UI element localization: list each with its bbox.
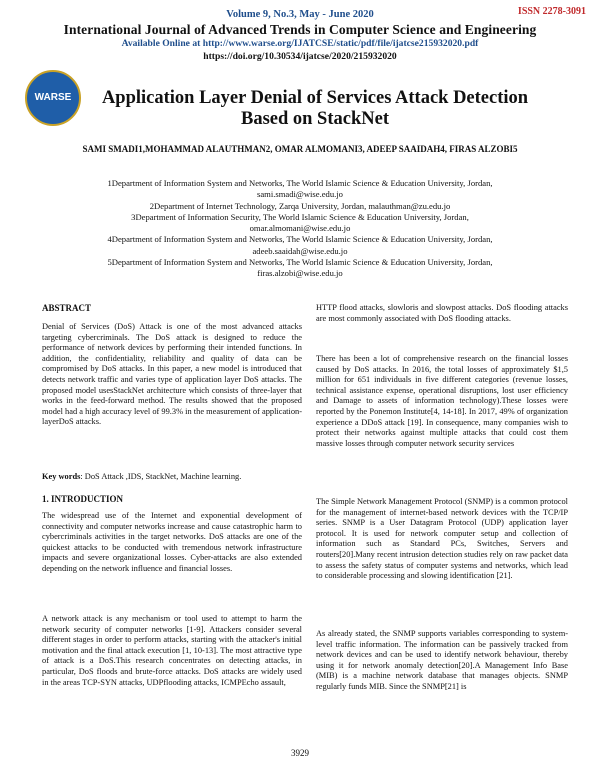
affiliation-4: 4Department of Information System and Networks, The World Islamic Science & Education University, Jordan, adeeb.saaidah@wise.edu.jo xyxy=(107,234,493,256)
abstract-text: Denial of Services (DoS) Attack is one of the most advanced attacks targeting cybercriminals. The DoS attack is designed to reduce the performance of network devices by performing their intended functions. In addition, the confidentiality, reliability and quality of data can be compromised by DoS attacks. In this paper, a new model is introduced that detects network traffic and varies type of application layer DoS attacks. The proposed model usesStackNet architecture which consists of three-layer that works in the feed-forward method. The results showed that the proposed model had a high accuracy level of 99.3% in the measurement of application-layerDoS attacks. xyxy=(42,322,302,427)
right-paragraph-2: There has been a lot of comprehensive research on the financial losses caused by DoS attacks. In 2016, the total losses of approximately $1,5 million for 651 individuals in five different categories (revenue losses, technical assistance expense, operational disruptions, lost user efficiency and Damage to assets of information technology).These losses were reported by the Ponemon Institute[4, 14-18]. In 2017, 49% of organization experience a DDoS attack [19]. In consequence, many companies wish to protect their networks against multiple attacks that could cost them massive losses through computer network security services xyxy=(316,354,568,448)
affiliation-3: 3Department of Information Security, The World Islamic Science & Education University, Jordan, omar.almomani@wise.edu.jo xyxy=(131,211,469,234)
issn-label: ISSN 2278-3091 xyxy=(517,6,586,17)
logo-text: WARSE xyxy=(34,92,72,103)
affiliation-1: 1Department of Information System and Networks, The World Islamic Science & Education University, Jordan, sami.smadi@wise.edu.jo xyxy=(107,178,493,200)
intro-paragraph-2: A network attack is any mechanism or tool used to attempt to harm the network security of computer networks [1-9]. Attackers consider several different stages in order to perform attacks, starting with the attacker's initial motivation and the final attack execution [1, 10-13]. The most attractive type of attack is a DoS.This research concentrates on detecting attacks, in particular, DoS floods and brute-force attacks. DoS attacks are widely used in the areas TCP-SYN attacks, UDPflooding attacks, ICMPEcho assault, xyxy=(42,614,302,687)
introduction-heading: 1. INTRODUCTION xyxy=(42,494,124,504)
keywords-text: : DoS Attack ,IDS, StackNet, Machine learning. xyxy=(80,472,242,481)
right-paragraph-3: The Simple Network Management Protocol (SNMP) is a common protocol for the management of internet-based network devices with the TCP/IP series. SNMP is a User Datagram Protocol (UDP) application layer protocol. It is used for network computer setup and collection of information such as Standard PCs, Switches, Servers and routers[20].Many recent intrusion detection studies rely on raw packet data to assess the safety status of computer systems and networks, which lead to considerable processing and slowing identification [21]. xyxy=(316,497,568,581)
volume-line: Volume 9, No.3, May - June 2020 xyxy=(226,9,374,20)
keywords-line xyxy=(42,472,302,483)
paper-title: Application Layer Denial of Services Attack Detection Based on StackNet xyxy=(101,88,529,129)
page-number: 3929 xyxy=(291,748,309,758)
authors-line: SAMI SMADI1,MOHAMMAD ALAUTHMAN2, OMAR ALMOMANI3, ADEEP SAAIDAH4, FIRAS ALZOBI5 xyxy=(82,144,518,154)
keywords-label: Key words xyxy=(42,472,81,481)
journal-title: International Journal of Advanced Trends in Computer Science and Engineering xyxy=(63,22,537,37)
intro-paragraph-1: The widespread use of the Internet and exponential development of connectivity and computer networks increase and cause catastrophic harm to cybercriminals activities in the target networks. DoS attacks are one of the quickest attacks to be conducted with tremendous network infrastructure impacts and severe organizational losses. Cyber-attacks are also extended depending on the network influence and financial losses. xyxy=(42,511,302,573)
affiliation-5: 5Department of Information System and Networks, The World Islamic Science & Education University, Jordan, firas.alzobi@wise.edu.jo xyxy=(107,257,493,279)
right-paragraph-4: As already stated, the SNMP supports variables corresponding to system-level traffic information. The information can be passively tracked from network devices and can be used to identify network behaviour, thereby using it for network anomaly detection[20].A Management Info Base (MIB) is a machine network database that manages objects. SNMP regularly funds MIB. Since the SNMP[21] is xyxy=(316,629,568,691)
right-paragraph-1: HTTP flood attacks, slowloris and slowpost attacks. DoS flooding attacks are most commonly associated with DoS flooding attacks. xyxy=(316,303,568,323)
available-online-link[interactable]: Available Online at http://www.warse.org/IJATCSE/static/pdf/file/ijatcse215932020.pdf xyxy=(121,38,479,49)
abstract-heading: ABSTRACT xyxy=(42,303,92,313)
doi-link[interactable]: https://doi.org/10.30534/ijatcse/2020/215932020 xyxy=(203,51,397,62)
affiliation-2: 2Department of Internet Technology, Zarqa University, Jordan, malauthman@zu.edu.jo xyxy=(149,200,451,211)
affiliations xyxy=(90,178,510,280)
